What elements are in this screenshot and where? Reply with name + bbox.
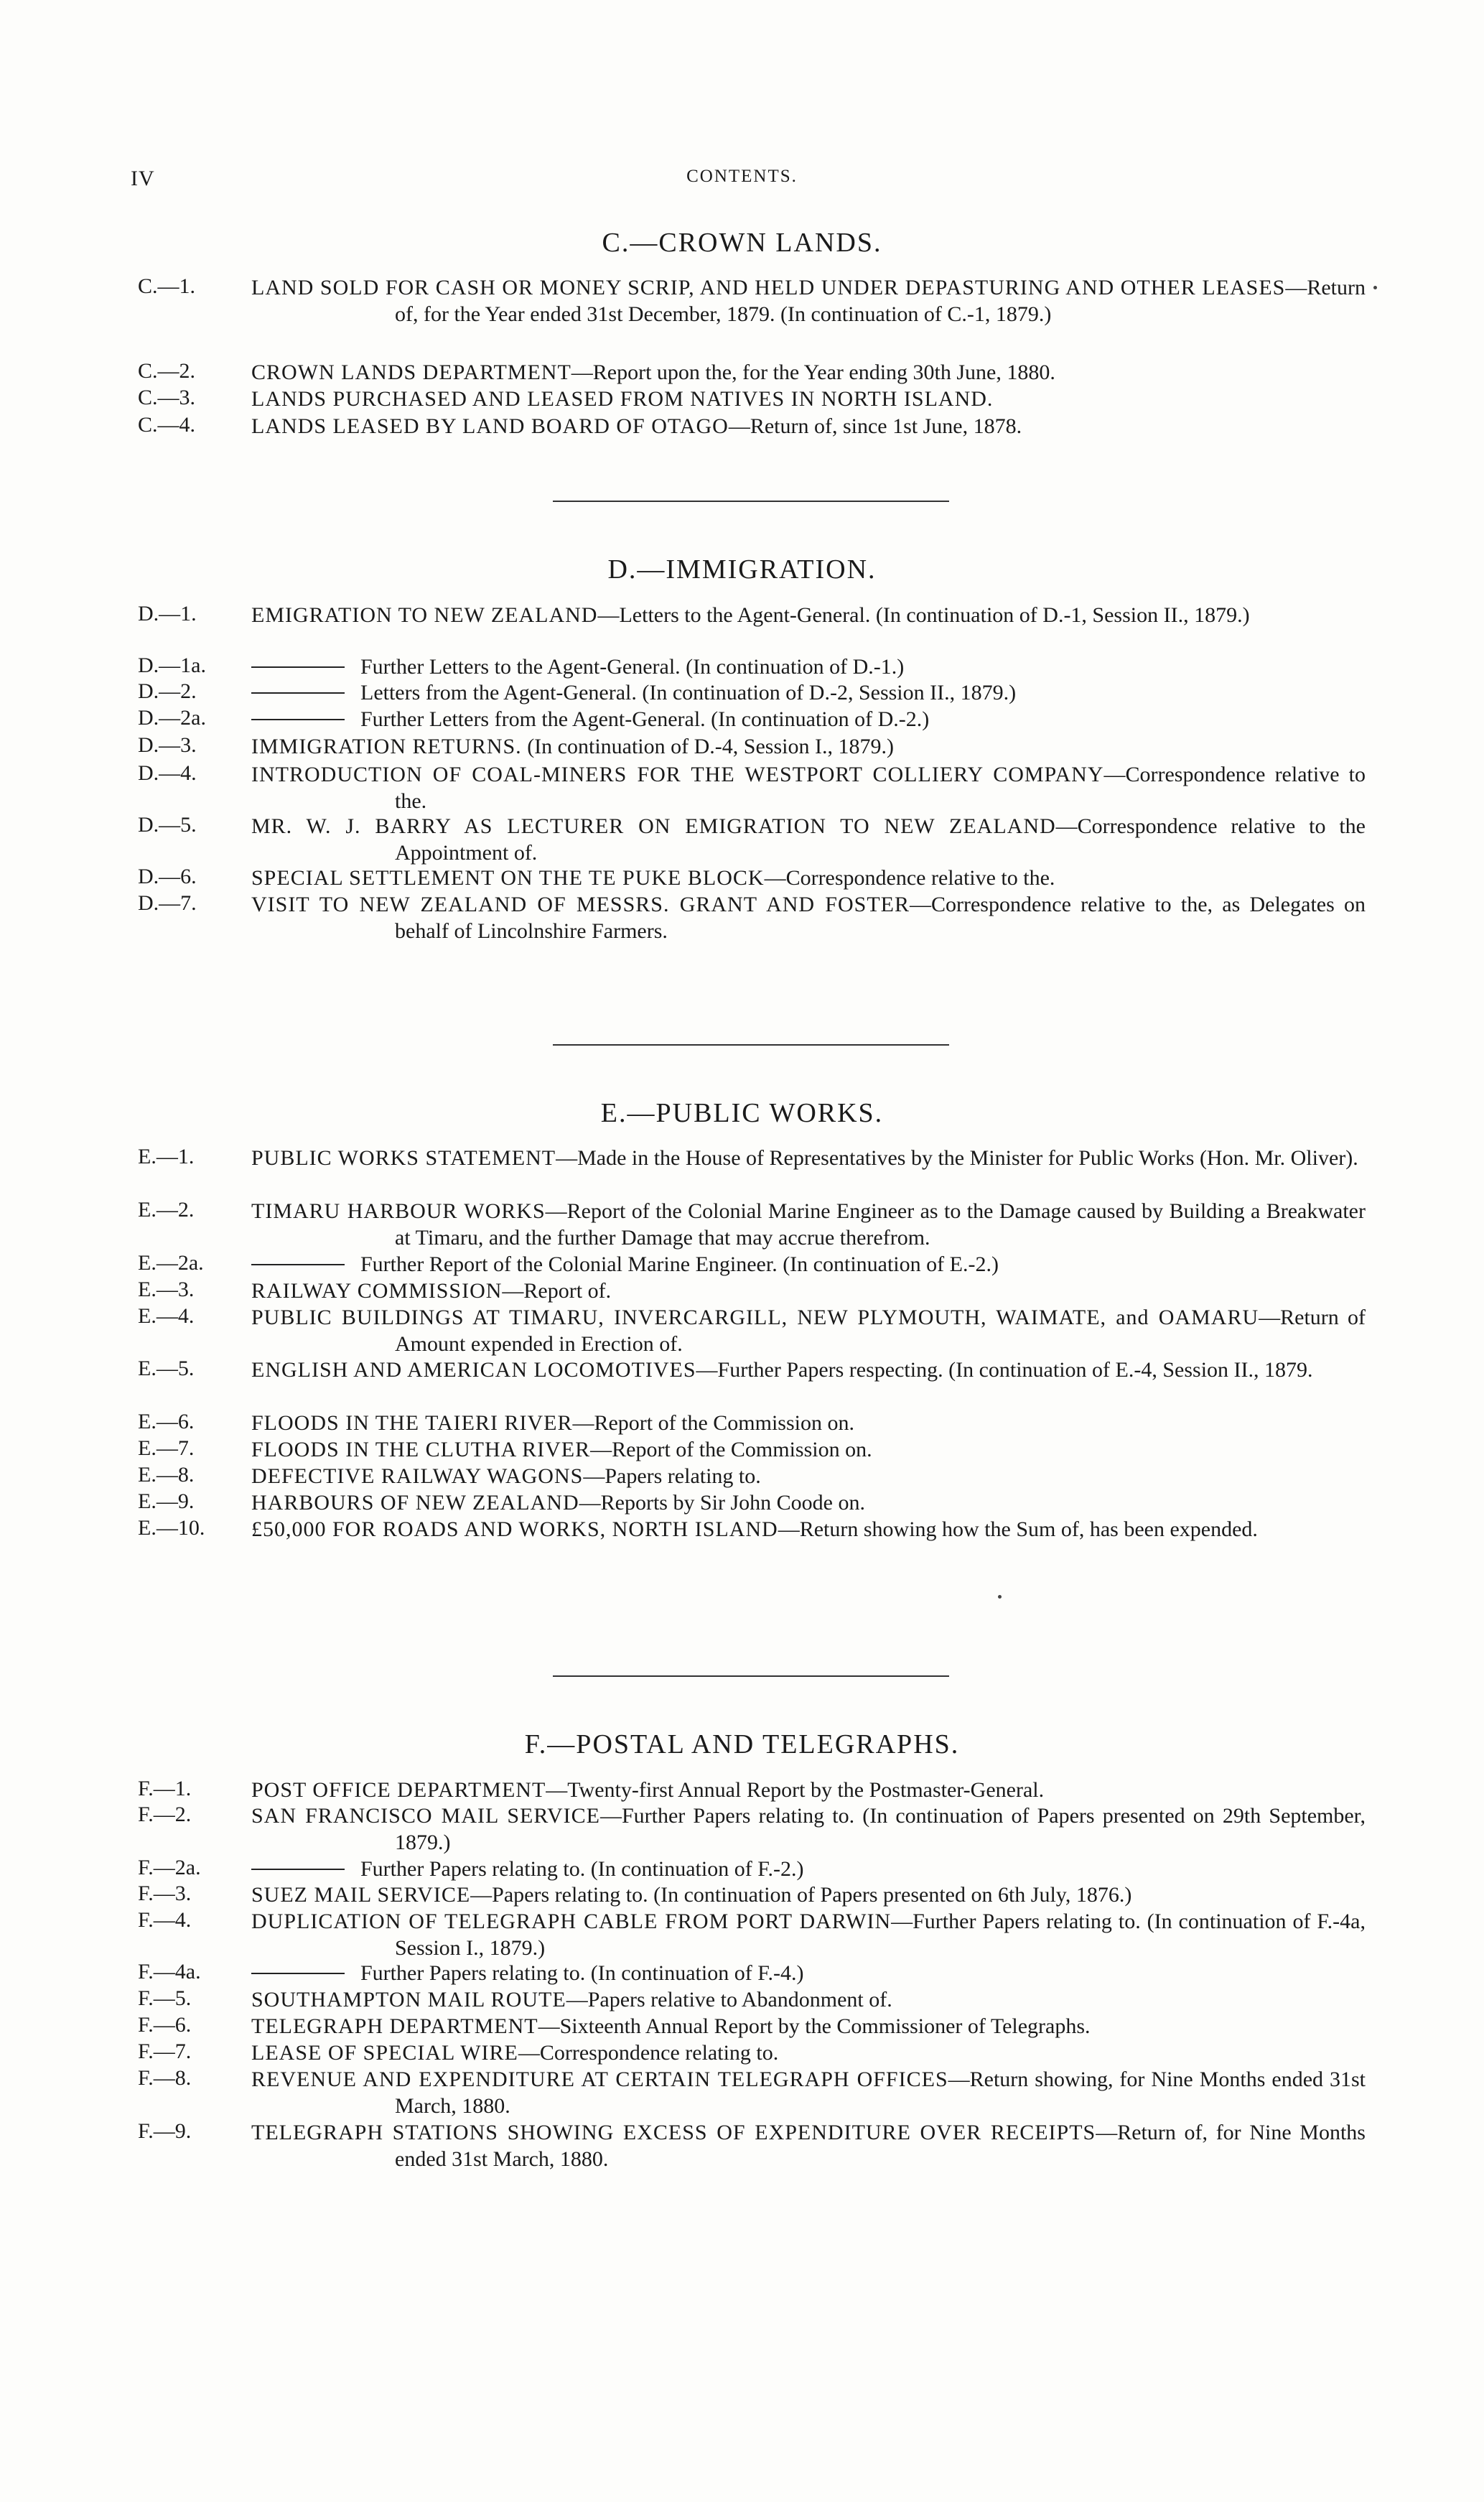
entry-description (251, 1357, 1366, 1383)
entry-note: —Correspondence relative to the. (395, 763, 1366, 813)
section-divider (553, 1044, 949, 1046)
entry-heading: EMIGRATION TO NEW ZEALAND (251, 603, 598, 627)
entry-heading: PUBLIC WORKS STATEMENT (251, 1146, 556, 1170)
entry-code: C.—3. (138, 386, 196, 409)
entry-note: Further Letters to the Agent-General. (In continuation of D.-1.) (360, 655, 905, 679)
entry-note: —Letters to the Agent-General. (In continuation of D.-1, Session II., 1879.) (597, 603, 1250, 627)
entry-description (251, 865, 1366, 891)
ditto-dash (251, 692, 345, 694)
entry-description (251, 1856, 1366, 1882)
entry-description (251, 1436, 1366, 1463)
entry-heading: FLOODS IN THE CLUTHA RIVER (251, 1438, 591, 1461)
entry-code: C.—1. (138, 274, 196, 298)
entry-heading: REVENUE AND EXPENDITURE AT CERTAIN TELEGRAPH OFFICES (251, 2068, 948, 2091)
entry-code: F.—1. (138, 1777, 192, 1800)
entry-description (251, 1777, 1366, 1803)
entry-code: E.—9. (138, 1489, 195, 1513)
entry-heading: LEASE OF SPECIAL WIRE (251, 2041, 518, 2065)
entry-note: —Papers relating to. (In continuation of Papers presented on 6th July, 1876.) (470, 1883, 1132, 1907)
entry-code: E.—2a. (138, 1251, 204, 1275)
entry-note: —Further Papers relating to. (In continuation of F.-4a, Session I., 1879.) (395, 1910, 1366, 1960)
entry-note: —Twenty-first Annual Report by the Postmaster-General. (546, 1778, 1045, 1802)
entry-description (251, 813, 1366, 866)
entry-note: —Return of Amount expended in Erection of. (395, 1306, 1366, 1356)
entry-heading: ENGLISH AND AMERICAN LOCOMOTIVES (251, 1358, 696, 1382)
entry-heading: LAND SOLD FOR CASH OR MONEY SCRIP, AND HELD UNDER DEPASTURING AND OTHER LEASES (251, 276, 1286, 299)
entry-note: —Further Papers respecting. (In continuation of E.-4, Session II., 1879. (696, 1358, 1313, 1382)
entry-note: —Report of the Commission on. (572, 1411, 854, 1435)
entry-note: —Return of, for Nine Months ended 31st March, 1880. (395, 2121, 1366, 2171)
entry-description (251, 1986, 1366, 2013)
entry-description (251, 679, 1366, 706)
entry-description (251, 2119, 1366, 2172)
entry-code: D.—3. (138, 733, 197, 757)
entry-heading: IMMIGRATION RETURNS. (251, 735, 522, 758)
entry-description (251, 1803, 1366, 1856)
entry-description (251, 1145, 1366, 1171)
entry-code: C.—2. (138, 359, 196, 383)
entry-note: Letters from the Agent-General. (In continuation of D.-2, Session II., 1879.) (360, 681, 1017, 704)
entry-description (251, 2040, 1366, 2066)
entry-description (251, 706, 1366, 733)
entry-note: Further Papers relating to. (In continuation of F.-4.) (360, 1961, 804, 1985)
entry-code: F.—9. (138, 2119, 192, 2143)
entry-note: —Further Papers relating to. (In continuation of Papers presented on 29th September, 1879.) (395, 1804, 1366, 1854)
entry-code: F.—4. (138, 1908, 192, 1932)
entry-heading: DUPLICATION OF TELEGRAPH CABLE FROM PORT DARWIN (251, 1910, 892, 1933)
entry-note: —Report of the Commission on. (590, 1438, 872, 1461)
entry-description (251, 1410, 1366, 1436)
entry-description (251, 1908, 1366, 1961)
entry-code: E.—7. (138, 1436, 195, 1460)
entry-note: Further Report of the Colonial Marine Engineer. (In continuation of E.-2.) (360, 1252, 999, 1276)
entry-code: D.—6. (138, 865, 197, 888)
section-title: E.—PUBLIC WORKS. (600, 1098, 884, 1128)
entry-heading: £50,000 FOR ROADS AND WORKS, NORTH ISLAND (251, 1517, 778, 1541)
section-title: F.—POSTAL AND TELEGRAPHS. (524, 1729, 960, 1759)
entry-code: F.—6. (138, 2013, 192, 2037)
entry-heading: CROWN LANDS DEPARTMENT (251, 361, 571, 384)
ditto-dash (251, 1869, 345, 1870)
ditto-dash (251, 1973, 345, 1974)
entry-code: D.—2. (138, 679, 197, 703)
entry-description (251, 602, 1366, 628)
entry-heading: DEFECTIVE RAILWAY WAGONS (251, 1464, 584, 1488)
entry-code: F.—4a. (138, 1960, 201, 1984)
entry-code: E.—6. (138, 1410, 195, 1433)
entry-code: F.—3. (138, 1882, 192, 1905)
entry-note: —Papers relating to. (583, 1464, 761, 1488)
entry-note: (In continuation of D.-4, Session I., 1879.) (521, 735, 894, 758)
entry-code: D.—5. (138, 813, 197, 837)
entry-code: D.—4. (138, 761, 197, 785)
entry-heading: LANDS PURCHASED AND LEASED FROM NATIVES IN NORTH ISLAND. (251, 387, 994, 411)
entry-heading: TIMARU HARBOUR WORKS (251, 1199, 546, 1223)
section-divider (553, 1675, 949, 1677)
entry-code: F.—2a. (138, 1856, 201, 1879)
entry-description (251, 1489, 1366, 1516)
entry-heading: RAILWAY COMMISSION (251, 1279, 503, 1303)
entry-heading: POST OFFICE DEPARTMENT (251, 1778, 546, 1802)
section-title: D.—IMMIGRATION. (607, 554, 877, 585)
entry-heading: PUBLIC BUILDINGS AT TIMARU, INVERCARGILL, NEW PLYMOUTH, WAIMATE, and OAMARU (251, 1306, 1259, 1329)
entry-description (251, 2066, 1366, 2119)
entry-code: D.—1. (138, 602, 197, 626)
ditto-dash (251, 1264, 345, 1265)
entry-description (251, 386, 1366, 412)
entry-description (251, 1251, 1366, 1278)
entry-description (251, 654, 1366, 680)
entry-code: C.—4. (138, 413, 196, 437)
entry-heading: HARBOURS OF NEW ZEALAND (251, 1491, 579, 1515)
entry-note: —Papers relative to Abandonment of. (566, 1988, 892, 2012)
entry-note: —Return showing how the Sum of, has been expended. (778, 1517, 1258, 1541)
entry-heading: INTRODUCTION OF COAL-MINERS FOR THE WESTPORT COLLIERY COMPANY (251, 763, 1104, 786)
entry-description (251, 1198, 1366, 1251)
ditto-dash (251, 666, 345, 668)
entry-note: —Report of. (502, 1279, 612, 1303)
entry-note: —Made in the House of Representatives by the Minister for Public Works (Hon. Mr. Oliver). (556, 1146, 1358, 1170)
section-title: C.—CROWN LANDS. (602, 228, 882, 258)
entry-code: D.—1a. (138, 654, 206, 677)
entry-description (251, 2013, 1366, 2040)
entry-note: —Reports by Sir John Coode on. (579, 1491, 865, 1515)
ink-speck (998, 1595, 1002, 1599)
section-divider (553, 501, 949, 502)
entry-heading: SUEZ MAIL SERVICE (251, 1883, 471, 1907)
entry-note: —Sixteenth Annual Report by the Commissioner of Telegraphs. (538, 2014, 1091, 2038)
entry-code: E.—5. (138, 1357, 195, 1380)
entry-heading: VISIT TO NEW ZEALAND OF MESSRS. GRANT AND FOSTER (251, 893, 910, 916)
entry-heading: TELEGRAPH STATIONS SHOWING EXCESS OF EXPENDITURE OVER RECEIPTS (251, 2121, 1096, 2144)
ditto-dash (251, 719, 345, 720)
entry-code: F.—8. (138, 2066, 192, 2090)
entry-code: D.—2a. (138, 706, 206, 730)
entry-code: E.—3. (138, 1278, 195, 1301)
entry-note: —Correspondence relative to the, as Delegates on behalf of Lincolnshire Farmers. (395, 893, 1366, 943)
entry-note: —Return of, since 1st June, 1878. (728, 414, 1022, 438)
entry-code: D.—7. (138, 891, 197, 915)
page-number: IV (131, 167, 155, 190)
entry-code: F.—2. (138, 1803, 192, 1826)
entry-heading: SOUTHAMPTON MAIL ROUTE (251, 1988, 566, 2012)
entry-description (251, 413, 1366, 440)
entry-heading: TELEGRAPH DEPARTMENT (251, 2014, 538, 2038)
entry-description (251, 761, 1366, 814)
entry-heading: LANDS LEASED BY LAND BOARD OF OTAGO (251, 414, 729, 438)
entry-heading: MR. W. J. BARRY AS LECTURER ON EMIGRATION TO NEW ZEALAND (251, 814, 1056, 838)
entry-heading: SAN FRANCISCO MAIL SERVICE (251, 1804, 600, 1828)
entry-note: —Correspondence relative to the Appointment of. (395, 814, 1366, 865)
entry-code: F.—7. (138, 2040, 192, 2063)
entry-code: E.—10. (138, 1516, 205, 1540)
entry-description (251, 1882, 1366, 1908)
entry-description (251, 1304, 1366, 1357)
entry-code: E.—2. (138, 1198, 195, 1222)
entry-description (251, 274, 1366, 327)
entry-note: —Correspondence relative to the. (764, 866, 1055, 890)
entry-code: E.—8. (138, 1463, 195, 1487)
entry-note: Further Letters from the Agent-General. (In continuation of D.-2.) (360, 707, 930, 731)
running-title: CONTENTS. (686, 167, 798, 186)
entry-note: Further Papers relating to. (In continuation of F.-2.) (360, 1857, 804, 1881)
entry-note: —Report upon the, for the Year ending 30th June, 1880. (571, 361, 1055, 384)
entry-code: E.—1. (138, 1145, 195, 1168)
entry-note: —Return showing, for Nine Months ended 31st March, 1880. (395, 2068, 1366, 2118)
ink-speck (1373, 286, 1377, 289)
entry-code: F.—5. (138, 1986, 192, 2010)
entry-description (251, 1463, 1366, 1489)
entry-description (251, 359, 1366, 386)
entry-code: E.—4. (138, 1304, 195, 1328)
entry-heading: FLOODS IN THE TAIERI RIVER (251, 1411, 573, 1435)
entry-heading: SPECIAL SETTLEMENT ON THE TE PUKE BLOCK (251, 866, 765, 890)
entry-note: —Correspondence relating to. (518, 2041, 779, 2065)
entry-description (251, 891, 1366, 944)
entry-description (251, 1960, 1366, 1986)
entry-note: —Return of, for the Year ended 31st December, 1879. (In continuation of C.-1, 1879.) (395, 276, 1366, 326)
entry-description (251, 1516, 1366, 1543)
entry-description (251, 733, 1366, 760)
entry-note: —Report of the Colonial Marine Engineer as to the Damage caused by Building a Breakwater at Timaru, and the further Damage that may accrue therefrom. (395, 1199, 1366, 1250)
entry-description (251, 1278, 1366, 1304)
